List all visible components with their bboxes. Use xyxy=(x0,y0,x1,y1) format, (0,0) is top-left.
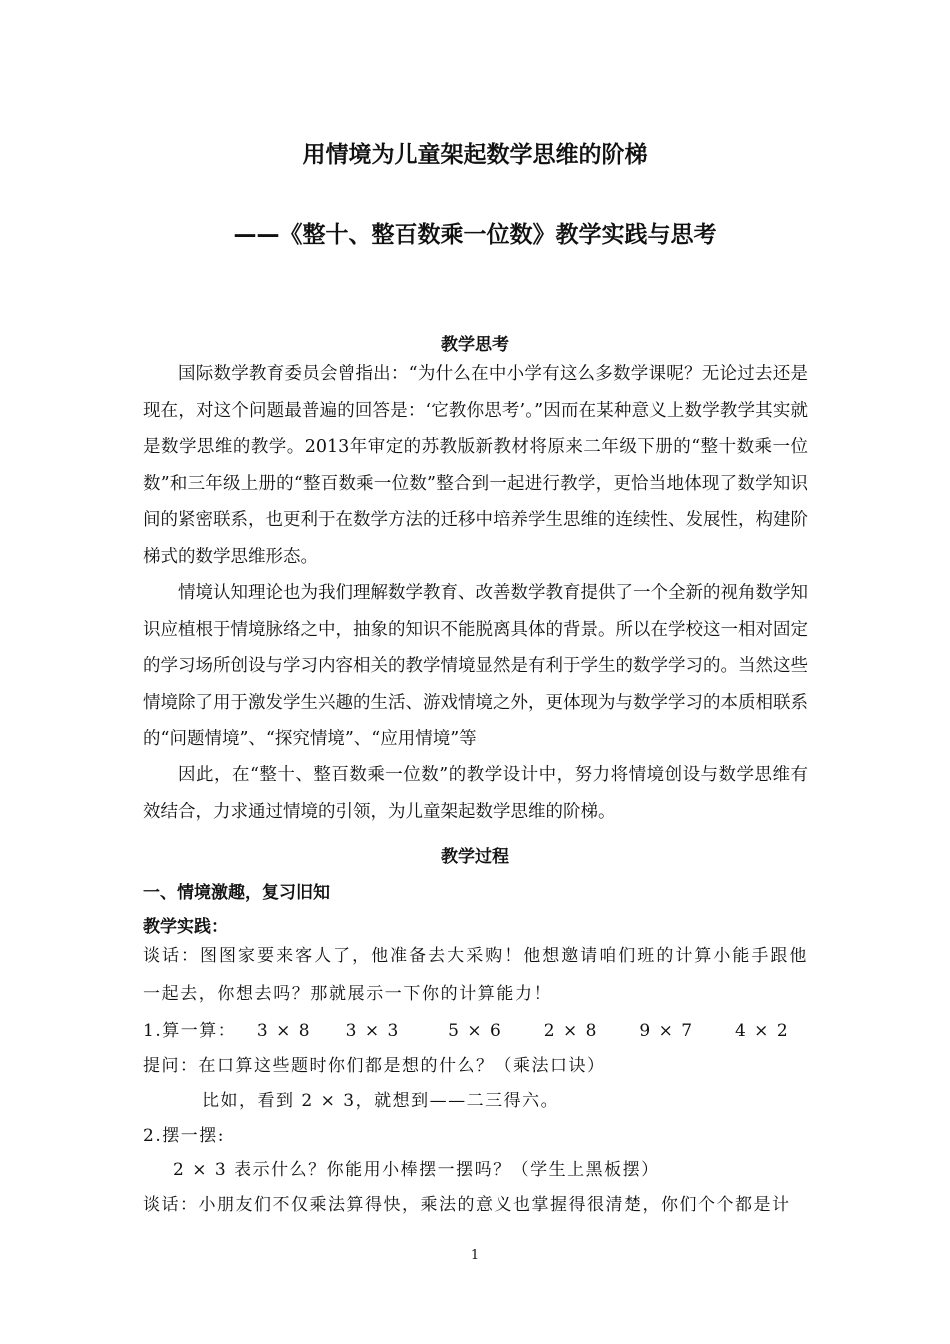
paragraph-2: 情境认知理论也为我们理解数学教育、改善数学教育提供了一个全新的视角数学知识应植根于情境脉络之中，抽象的知识不能脱离具体的背景。所以在学校这一相对固定的学习场所创设与学习内容相关的教学情境显然是有利于学生的数学学习的。当然这些情境除了用于激发学生兴趣的生活、游戏情境之外，更体现为与数学学习的本质相联系的“问题情境”、“探究情境”、“应用情境”等 xyxy=(143,583,808,749)
paragraph-1: 国际数学教育委员会曾指出：“为什么在中小学有这么多数学课呢？无论过去还是现在，对这个问题最普遍的回答是：‘它教你思考’。”因而在某种意义上数学教学其实就是数学思维的教学。2013年审定的苏教版新教材将原来二年级下册的“整十数乘一位数”和三年级上册的“整百数乘一位数”整合到一起进行教学，更恰当地体现了数学知识间的紧密联系，也更利于在数学方法的迁移中培养学生思维的连续性、发展性，构建阶梯式的数学思维形态。 xyxy=(143,364,808,567)
calc-exercise-line: 1.算一算： 3 × 8 3 × 3 5 × 6 2 × 8 9 × 7 4 × 2 xyxy=(143,1021,790,1041)
practice-label: 教学实践： xyxy=(143,917,228,937)
example-line: 比如，看到 2 × 3，就想到——二三得六。 xyxy=(202,1091,560,1111)
section-heading-teaching-process: 教学过程 xyxy=(441,847,509,867)
document-subtitle: ——《整十、整百数乘一位数》教学实践与思考 xyxy=(233,222,717,248)
section-heading-teaching-thoughts: 教学思考 xyxy=(441,335,509,355)
paragraph-3: 因此，在“整十、整百数乘一位数”的教学设计中，努力将情境创设与数学思维有效结合，力求通过情境的引领，为儿童架起数学思维的阶梯。 xyxy=(143,765,808,822)
arrange-item-label: 2.摆一摆: xyxy=(143,1126,225,1146)
document-title: 用情境为儿童架起数学思维的阶梯 xyxy=(302,142,648,168)
talk-line-2: 谈话：小朋友们不仅乘法算得快，乘法的意义也掌握得很清楚，你们个个都是计 xyxy=(143,1195,791,1215)
question-line: 提问：在口算这些题时你们都是想的什么？（乘法口诀） xyxy=(143,1056,606,1076)
arrange-item-text: 2 × 3 表示什么？你能用小棒摆一摆吗？（学生上黑板摆） xyxy=(173,1160,660,1180)
page-number: 1 xyxy=(470,1248,480,1263)
talk-paragraph-1: 谈话：图图家要来客人了，他准备去大采购！他想邀请咱们班的计算小能手跟他一起去，你想去吗？那就展示一下你的计算能力！ xyxy=(143,946,808,1004)
part-1-heading: 一、情境激趣，复习旧知 xyxy=(143,883,330,903)
